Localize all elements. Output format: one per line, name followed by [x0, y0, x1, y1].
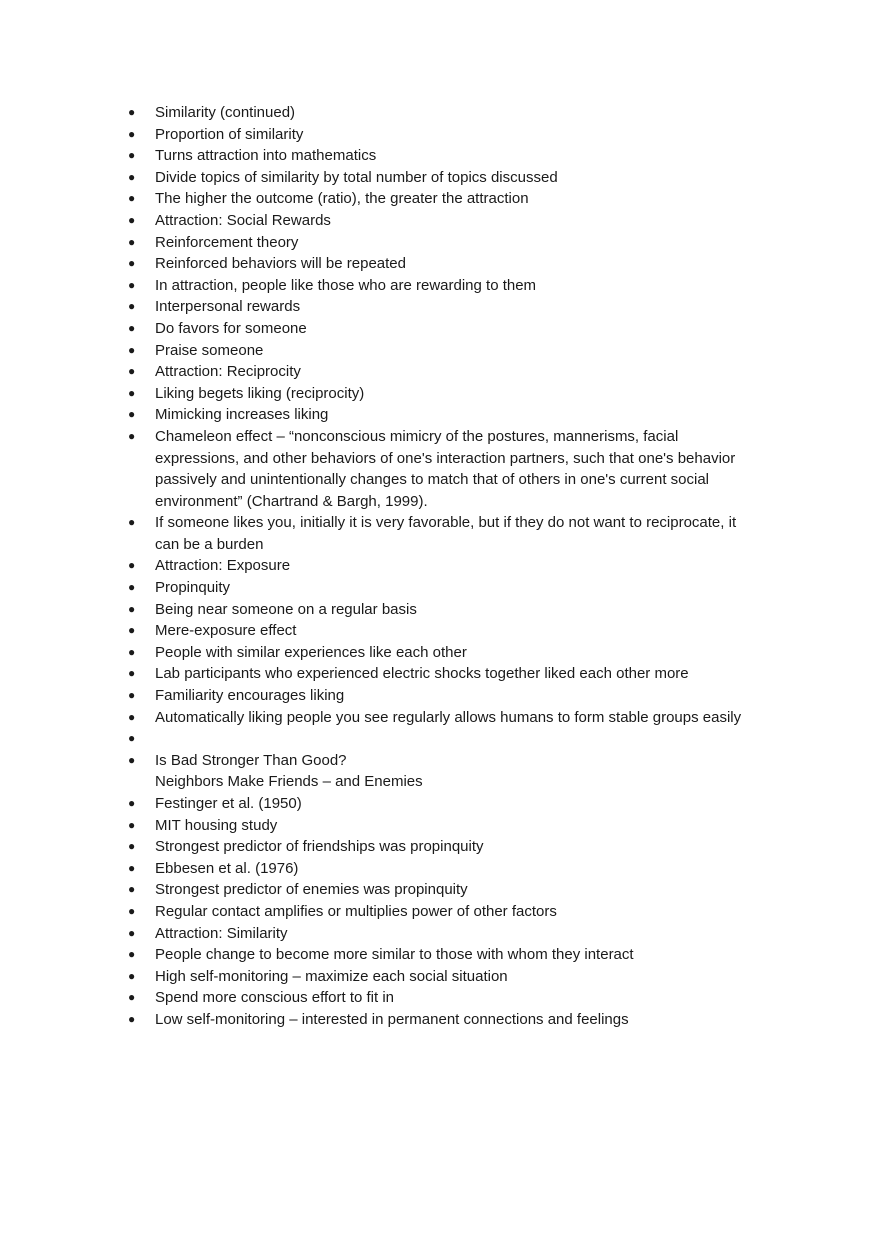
list-item [128, 577, 788, 599]
bullet-icon: ● [128, 342, 136, 357]
list-item-text: Familiarity encourages liking [155, 687, 345, 705]
bullet-icon: ● [128, 752, 136, 767]
bullet-icon: ● [128, 364, 136, 379]
bullet-icon: ● [128, 212, 136, 227]
list-item-text: In attraction, people like those who are rewarding to them [155, 276, 537, 294]
bullet-icon: ● [128, 256, 136, 271]
bullet-icon: ● [128, 277, 136, 292]
bullet-icon: ● [128, 105, 136, 119]
list-item-text: passively and unintentionally changes to match that of others in one's current social [155, 471, 710, 489]
bullet-icon: ● [128, 169, 136, 184]
list-item-text: Ebbesen et al. (1976) [155, 859, 299, 877]
bullet-icon: ● [128, 234, 136, 249]
bullet-icon: ● [128, 407, 136, 422]
list-item-text: Being near someone on a regular basis [155, 600, 417, 618]
bullet-icon: ● [128, 688, 136, 703]
bullet-icon: ● [128, 903, 136, 918]
bullet-icon: ● [128, 148, 136, 163]
list-item-text: Similarity (continued) [155, 104, 296, 121]
list-item [128, 361, 788, 383]
list-item [128, 923, 788, 945]
list-item-text: Automatically liking people you see regularly allows humans to form stable groups easily [155, 708, 742, 726]
list-item [128, 318, 788, 340]
list-item [128, 728, 788, 750]
list-item [128, 793, 788, 815]
list-item-text: Do favors for someone [155, 319, 307, 337]
list-item [128, 188, 788, 210]
list-item [128, 1009, 788, 1031]
list-item-text: Attraction: Reciprocity [155, 363, 301, 381]
list-item-text: Attraction: Social Rewards [155, 211, 331, 229]
bullet-icon: ● [128, 320, 136, 335]
list-item-text: Festinger et al. (1950) [155, 795, 302, 812]
list-item [128, 642, 788, 664]
list-item-text: People with similar experiences like each other [155, 643, 467, 661]
list-item-text: Strongest predictor of enemies was propinquity [155, 881, 468, 899]
list-item [128, 210, 788, 232]
bullet-icon: ● [128, 385, 136, 400]
list-item [128, 815, 788, 837]
list-item-text: Praise someone [155, 341, 264, 359]
list-item [128, 253, 788, 275]
list-item [128, 404, 788, 426]
bullet-icon: ● [128, 666, 136, 681]
list-item-text: If someone likes you, initially it is very favorable, but if they do not want to reciprocate, it [155, 514, 737, 532]
list-item-text: Chameleon effect – “nonconscious mimicry of the postures, mannerisms, facial [155, 427, 679, 445]
list-item-text: can be a burden [155, 535, 264, 553]
list-item [128, 426, 788, 512]
bullet-icon: ● [128, 796, 136, 810]
bullet-icon: ● [128, 990, 136, 1005]
list-item-text: Attraction: Exposure [155, 557, 291, 575]
list-item [128, 620, 788, 642]
list-item [128, 879, 788, 901]
list-item-text: Turns attraction into mathematics [155, 147, 377, 165]
list-item-text: Attraction: Similarity [155, 924, 288, 942]
bullet-icon: ● [128, 623, 136, 638]
list-item [128, 901, 788, 923]
list-item-text: MIT housing study [155, 816, 278, 834]
list-item-text: environment” (Chartrand & Bargh, 1999). [155, 492, 428, 510]
list-item-text: Lab participants who experienced electric shocks together liked each other more [155, 665, 689, 683]
list-item-text: expressions, and other behaviors of one's interaction partners, such that one's behavior [155, 449, 736, 467]
bullet-icon: ● [128, 558, 136, 573]
list-item [128, 232, 788, 254]
list-item [128, 966, 788, 988]
bullet-icon: ● [128, 428, 136, 443]
list-item [128, 102, 788, 124]
list-item [128, 296, 788, 318]
bullet-icon: ● [128, 299, 136, 314]
list-item [128, 685, 788, 707]
list-item-text: Proportion of similarity [155, 125, 304, 143]
list-item-text: Divide topics of similarity by total number of topics discussed [155, 168, 558, 186]
list-item [128, 987, 788, 1009]
list-item [128, 340, 788, 362]
bullet-icon: ● [128, 731, 136, 746]
bullet-list [128, 102, 788, 1031]
list-item [128, 512, 788, 555]
list-item-text [155, 728, 788, 750]
list-item [128, 836, 788, 858]
list-item [128, 145, 788, 167]
list-item [128, 944, 788, 966]
list-item-text: Propinquity [155, 579, 231, 597]
bullet-icon: ● [128, 925, 136, 940]
bullet-icon: ● [128, 817, 136, 832]
list-item-text: Liking begets liking (reciprocity) [155, 384, 365, 402]
list-item [128, 858, 788, 880]
bullet-icon: ● [128, 968, 136, 983]
bullet-icon: ● [128, 126, 136, 141]
bullet-icon: ● [128, 882, 136, 897]
list-item-text: Interpersonal rewards [155, 298, 301, 316]
list-item-text: Regular contact amplifies or multiplies power of other factors [155, 902, 557, 920]
list-item-text: Mimicking increases liking [155, 406, 329, 424]
list-item [128, 599, 788, 621]
list-item-text: Is Bad Stronger Than Good? [155, 751, 347, 769]
list-item [128, 555, 788, 577]
list-item-text: Reinforced behaviors will be repeated [155, 255, 406, 273]
bullet-icon: ● [128, 709, 136, 724]
bullet-icon: ● [128, 947, 136, 962]
list-item [128, 663, 788, 685]
list-item-text: Reinforcement theory [155, 233, 299, 251]
bullet-icon: ● [128, 644, 136, 659]
list-item [128, 750, 788, 793]
list-item [128, 124, 788, 146]
bullet-icon: ● [128, 580, 136, 595]
list-item [128, 383, 788, 405]
list-item-text: Strongest predictor of friendships was propinquity [155, 838, 484, 856]
list-item [128, 275, 788, 297]
bullet-icon: ● [128, 860, 136, 875]
list-item [128, 167, 788, 189]
list-item-text: High self-monitoring – maximize each social situation [155, 967, 508, 985]
list-item [128, 707, 788, 729]
bullet-icon: ● [128, 1011, 136, 1026]
bullet-icon: ● [128, 601, 136, 616]
bullet-icon: ● [128, 839, 136, 854]
list-item-text: Neighbors Make Friends – and Enemies [155, 773, 423, 791]
list-item-text: The higher the outcome (ratio), the greater the attraction [155, 190, 529, 208]
list-item-text: Low self-monitoring – interested in permanent connections and feelings [155, 1010, 629, 1028]
list-item-text: Mere-exposure effect [155, 622, 297, 640]
list-item-text: Spend more conscious effort to fit in [155, 989, 395, 1007]
list-item-text: People change to become more similar to those with whom they interact [155, 946, 634, 964]
bullet-icon: ● [128, 191, 136, 206]
bullet-icon: ● [128, 515, 136, 530]
